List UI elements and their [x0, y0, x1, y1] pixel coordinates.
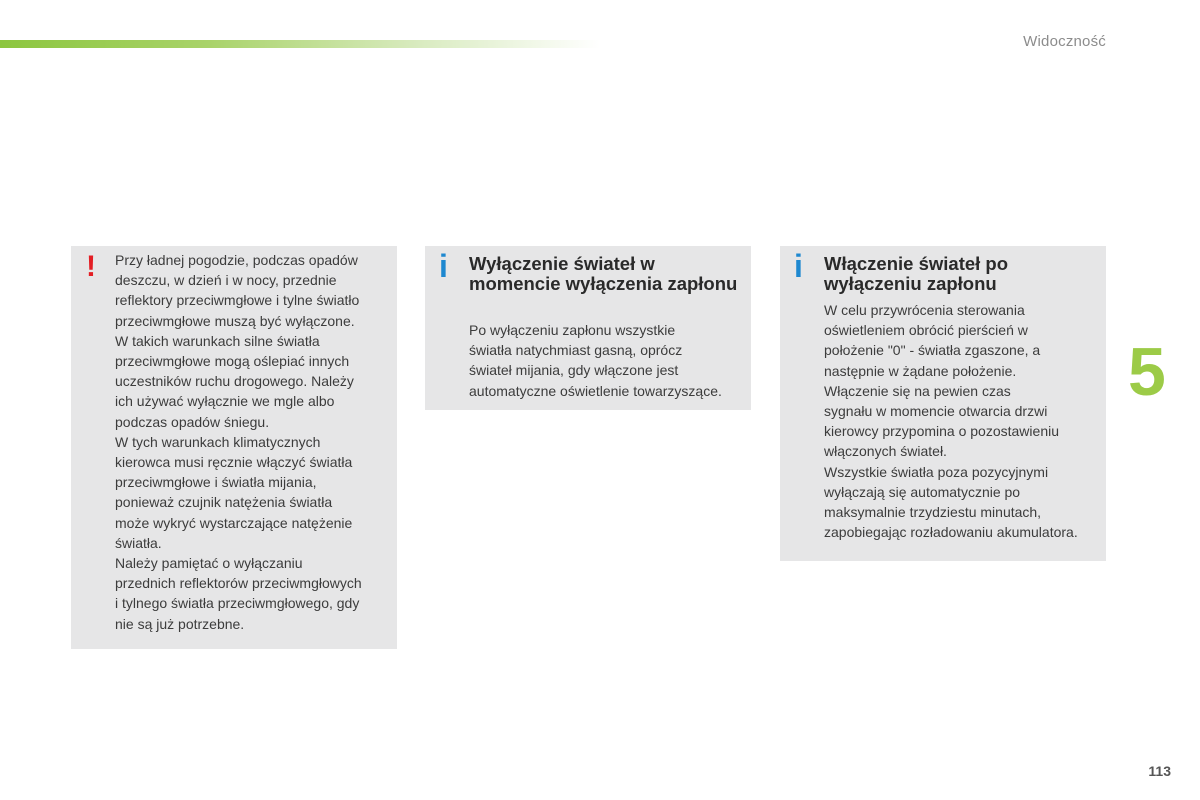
- header-accent-bar: [0, 40, 600, 48]
- warning-note-box: [71, 246, 397, 649]
- info-note-box-lights-off: [425, 246, 751, 410]
- info-note-title: Włączenie świateł po wyłączeniu zapłonu: [824, 253, 1009, 294]
- info-note-title: Wyłączenie świateł w momencie wyłączenia zapłonu: [469, 253, 738, 294]
- section-title: Widoczność: [1023, 33, 1106, 50]
- info-note-box-lights-on: [780, 246, 1106, 561]
- warning-note-text: Przy ładnej pogodzie, podczas opadów deszczu, w dzień i w nocy, przednie reflektory przeciwmgłowe i tylne światło przeciwmgłowe muszą być wyłączone. W takich warunkach silne światła przeciwmgłowe mogą oślepiać innych uczestników ruchu drogowego. Należy ich używać wyłącznie we mgle albo podczas opadów śniegu. W tych warunkach klimatycznych kierowca musi ręcznie włączyć światła przeciwmgłowe i światła mijania, ponieważ czujnik natężenia światła może wykryć wystarczające natężenie światła. Należy pamiętać o wyłączaniu przednich reflektorów przeciwmgłowych i tylnego światła przeciwmgłowego, gdy nie są już potrzebne.: [115, 252, 362, 632]
- warning-icon: !: [86, 250, 96, 283]
- info-icon: i: [794, 248, 803, 284]
- chapter-number: 5: [1128, 334, 1166, 410]
- info-note-text: W celu przywrócenia sterowania oświetleniem obrócić pierścień w położenie "0" - światła zgaszone, a następnie w żądane położenie. Włączenie się na pewien czas sygnału w momencie otwarcia drzwi kierowcy przypomina o pozostawieniu włączonych świateł. Wszystkie światła poza pozycyjnymi wyłączają się automatycznie po maksymalnie trzydziestu minutach, zapobiegając rozładowaniu akumulatora.: [824, 302, 1078, 541]
- page-number: 113: [1148, 763, 1171, 779]
- info-note-text: Po wyłączeniu zapłonu wszystkie światła natychmiast gasną, oprócz świateł mijania, gdy włączone jest automatyczne oświetlenie towarzyszące.: [469, 322, 722, 399]
- info-icon: i: [439, 248, 448, 284]
